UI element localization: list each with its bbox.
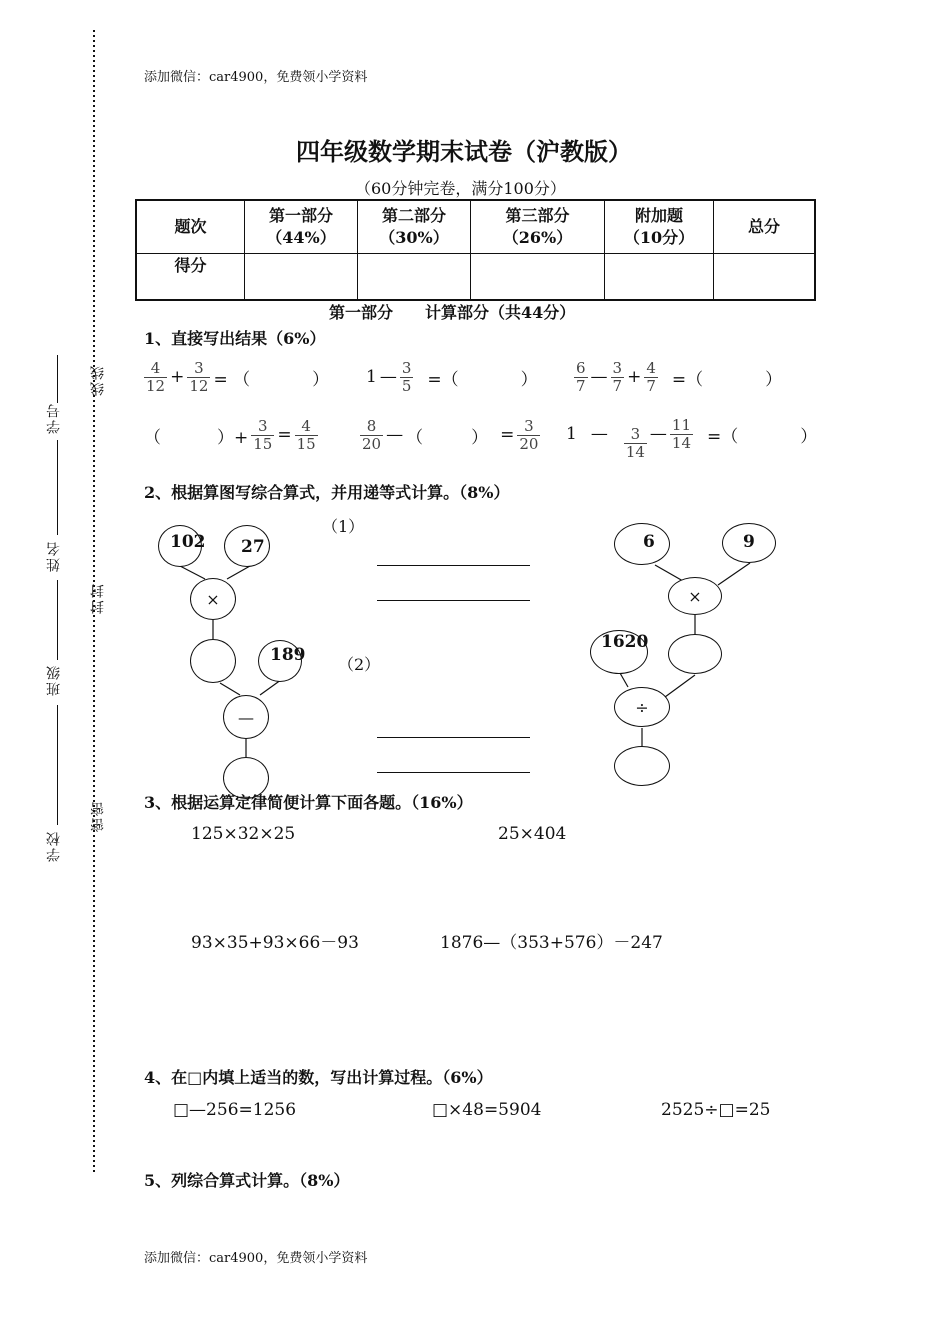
q3-item-2: 25×404	[498, 824, 567, 844]
tree2-value-b: 9	[743, 532, 755, 552]
tree2-node-a	[614, 523, 670, 565]
q1-title: 1、直接写出结果（6%）	[144, 329, 326, 348]
answer-line[interactable]	[377, 600, 530, 601]
tree1-value-c: 189	[270, 645, 306, 665]
page-title: 四年级数学期末试卷（沪教版）	[296, 137, 632, 166]
answer-line[interactable]	[377, 772, 530, 773]
fraction: $\frac{3}{20}$	[519, 417, 539, 453]
q2-title: 2、根据算图写综合算式，并用递等式计算。（8%）	[144, 483, 510, 502]
score-table-col: 附加题 （10分）	[605, 200, 714, 254]
margin-class-line	[57, 580, 58, 660]
score-table-col: 第三部分 （26%）	[471, 200, 605, 254]
tree1-value-b: 27	[241, 537, 265, 557]
margin-school: 学校	[46, 830, 62, 862]
score-cell[interactable]	[245, 254, 358, 301]
margin-student-no-line	[57, 355, 58, 403]
tree2-op-divide: ÷	[614, 687, 670, 727]
tree1-op-minus: —	[223, 695, 269, 739]
page-subtitle: （60分钟完卷，满分100分）	[355, 179, 566, 198]
q1-expr-6: 1 — $\frac{3}{14}$ — $\frac{11}{14}$ =（ ）	[566, 416, 818, 461]
answer-line[interactable]	[377, 737, 530, 738]
fraction: $\frac{3}{5}$	[401, 359, 412, 395]
tree2-node-blank[interactable]	[668, 634, 722, 674]
q1-expr-4: （ ）+ $\frac{3}{15}$ = $\frac{4}{15}$	[144, 417, 316, 453]
score-table-col: 第二部分 （30%）	[358, 200, 471, 254]
fraction: $\frac{6}{7}$	[576, 359, 586, 395]
tree1-op-multiply: ×	[190, 578, 236, 620]
fraction: $\frac{4}{7}$	[646, 359, 656, 395]
score-table-col: 第一部分 （44%）	[245, 200, 358, 254]
fraction: $\frac{3}{7}$	[612, 359, 623, 395]
score-cell[interactable]	[358, 254, 471, 301]
q2-label-2: （2）	[338, 655, 381, 674]
score-cell[interactable]	[471, 254, 605, 301]
q1-expr-1: $\frac{4}{12}$ + $\frac{3}{12}$ = （ ）	[146, 359, 330, 395]
tree1-node-blank[interactable]	[190, 639, 236, 683]
fraction: $\frac{4}{12}$	[146, 359, 166, 395]
tree2-result-blank[interactable]	[614, 746, 670, 786]
fraction: $\frac{4}{15}$	[296, 417, 316, 453]
fraction: $\frac{3}{14}$	[625, 425, 645, 461]
margin-name-line	[57, 440, 58, 535]
tree2-value-c: 1620	[601, 632, 649, 652]
q4-item-3: 2525÷□=25	[661, 1100, 771, 1120]
q3-title: 3、根据运算定律简便计算下面各题。（16%）	[144, 793, 473, 812]
q2-label-1: （1）	[322, 517, 365, 536]
margin-xian: 线线	[90, 364, 106, 396]
header-note: 添加微信：car4900，免费领小学资料	[144, 70, 368, 85]
q4-title: 4、在□内填上适当的数，写出计算过程。（6%）	[144, 1068, 493, 1087]
tree1-value-a: 102	[170, 532, 206, 552]
q1-expr-5: $\frac{8}{20}$ — （ ） = $\frac{3}{20}$	[362, 417, 539, 453]
margin-feng: 封封	[90, 582, 106, 614]
q5-title: 5、列综合算式计算。（8%）	[144, 1171, 350, 1190]
score-cell[interactable]	[605, 254, 714, 301]
score-table-total: 总分	[714, 200, 816, 254]
q3-item-4: 1876—（353+576）－247	[440, 933, 663, 953]
q3-item-3: 93×35+93×66－93	[191, 933, 359, 953]
score-table-header: 题次	[136, 200, 245, 254]
score-table	[135, 199, 816, 301]
q1-expr-3: $\frac{6}{7}$ — $\frac{3}{7}$ + $\frac{4}{7}$ =（ ）	[576, 359, 783, 395]
q3-item-1: 125×32×25	[191, 824, 296, 844]
part1-title: 第一部分 计算部分（共44分）	[329, 303, 576, 322]
fraction: $\frac{3}{15}$	[253, 417, 273, 453]
margin-class: 班级	[46, 664, 62, 696]
fraction: $\frac{11}{14}$	[671, 416, 692, 452]
footer-note: 添加微信：car4900，免费领小学资料	[144, 1251, 368, 1266]
margin-mi: 密密	[90, 800, 106, 832]
fraction: $\frac{3}{12}$	[189, 359, 209, 395]
tree2-op-multiply: ×	[668, 577, 722, 615]
margin-school-line	[57, 705, 58, 825]
score-cell[interactable]	[714, 254, 816, 301]
fraction: $\frac{8}{20}$	[362, 417, 382, 453]
tree2-value-a: 6	[643, 532, 655, 552]
q4-item-1: □—256=1256	[173, 1100, 297, 1120]
q1-expr-2: 1 — $\frac{3}{5}$ =（ ）	[366, 359, 538, 395]
answer-line[interactable]	[377, 565, 530, 566]
margin-student-no: 学号	[46, 402, 62, 434]
margin-name: 姓名	[46, 540, 62, 572]
q4-item-2: □×48=5904	[432, 1100, 542, 1120]
score-row-label: 得分	[136, 254, 245, 301]
